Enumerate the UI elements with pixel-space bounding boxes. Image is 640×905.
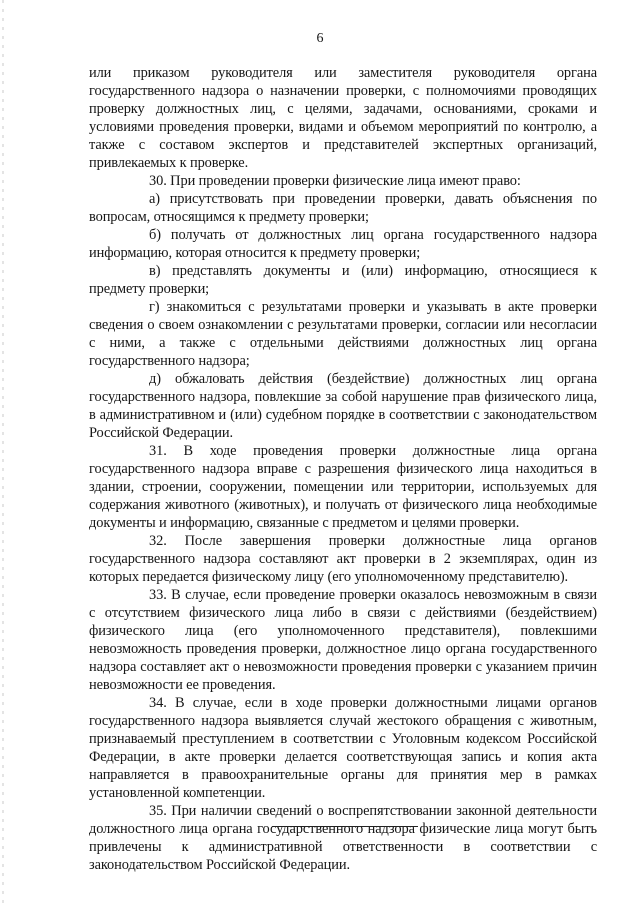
paragraph-35: 35. При наличии сведений о воспрепятствовании законной деятельности должностного лица органа государственного надзора физические лица могут быть привлечены к административной ответственности в соответствии с законодательством Российской Федерации. [89,803,597,873]
paragraph-30-g: г) знакомиться с результатами проверки и указывать в акте проверки сведения о своем ознакомлении с результатами проверки, согласии или несогласии с ними, а также с отдельными действиями должностных лиц органа государственного надзора; [89,299,597,369]
paragraph-30: 30. При проведении проверки физические лица имеют право: [149,173,521,189]
end-of-document-rule [272,826,418,827]
paragraph-30-d: д) обжаловать действия (бездействие) должностных лиц органа государственного надзора, повлекшие за собой нарушение прав физического лица, в административном и (или) судебном порядке в соответствии с законодательством Российской Федерации. [89,371,597,441]
paragraph-30-b: б) получать от должностных лиц органа государственного надзора информацию, которая относится к предмету проверки; [89,227,597,261]
paragraph-34: 34. В случае, если в ходе проверки должностными лицами органов государственного надзора выявляется случай жестокого обращения с животным, признаваемый преступлением в соответствии с Уголовным кодексом Российской Федерации, в акте проверки делается соответствующая запись и копия акта направляется в правоохранительные органы для принятия мер в рамках установленной компетенции. [89,695,597,801]
paragraph-33: 33. В случае, если проведение проверки оказалось невозможным в связи с отсутствием физического лица либо в связи с действиями (бездействием) физического лица (его уполномоченного представителя), повлекшими невозможность проведения проверки, должностное лицо органа государственного надзора составляет акт о невозможности проведения проверки с указанием причин невозможности ее проведения. [89,587,597,693]
paragraph-31: 31. В ходе проведения проверки должностные лица органа государственного надзора вправе с разрешения физического лица находиться в здании, строении, сооружении, помещении или территории, используемых для содержания животного (животных), и получать от физического лица необходимые документы и информацию, связанные с предметом и целями проверки. [89,443,597,531]
paragraph-30-a: а) присутствовать при проведении проверки, давать объяснения по вопросам, относящимся к предмету проверки; [89,191,597,225]
paragraph-30-v: в) представлять документы и (или) информацию, относящиеся к предмету проверки; [89,263,597,297]
scan-edge-artifact [2,0,4,905]
page-number: 6 [316,31,324,46]
document-body [89,64,597,874]
paragraph-continuation: или приказом руководителя или заместителя руководителя органа государственного надзора о назначении проверки, с полномочиями проводящих проверку должностных лиц, с целями, задачами, основаниями, сроками и условиями проведения проверки, видами и объемом мероприятий по контролю, а также с составом экспертов и представителей экспертных организаций, привлекаемых к проверке. [89,65,597,171]
paragraph-32: 32. После завершения проверки должностные лица органов государственного надзора составляют акт проверки в 2 экземплярах, один из которых передается физическому лицу (его уполномоченному представителю). [89,533,597,585]
